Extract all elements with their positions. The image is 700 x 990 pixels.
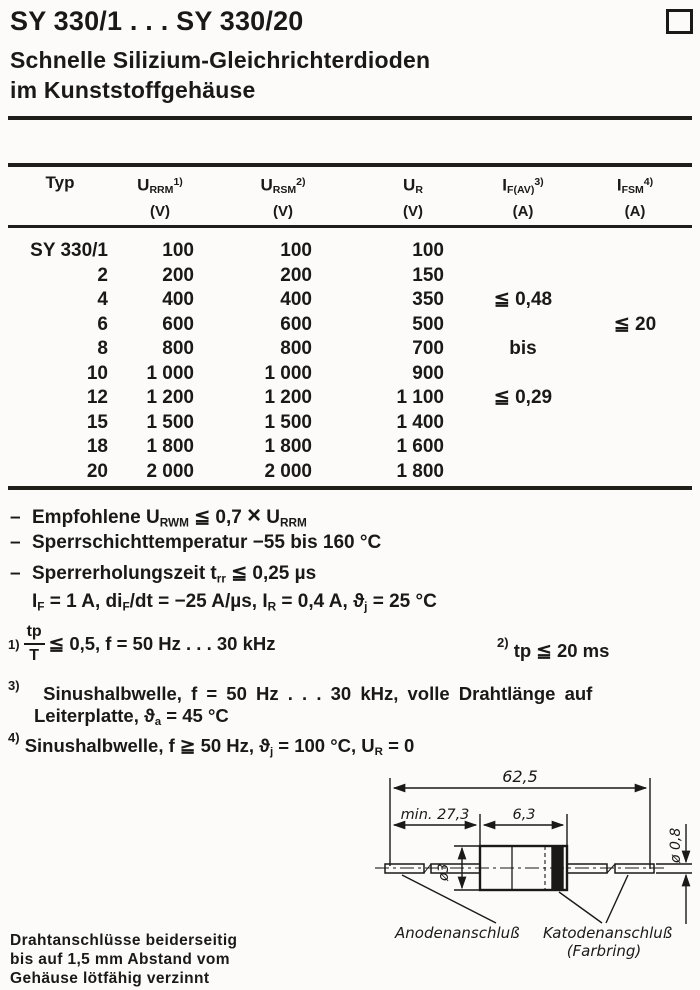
- dimension-body-length: 6,3: [512, 807, 536, 823]
- cell-ursm: 1 800: [264, 436, 312, 457]
- cell-ifav: [468, 264, 578, 289]
- footer-line-2: bis auf 1,5 mm Abstand vom: [10, 951, 230, 968]
- cell-ur: 1 600: [396, 436, 444, 457]
- cell-ifsm: ≦ 20: [613, 313, 657, 335]
- subtitle-line-2: im Kunststoffgehäuse: [10, 77, 256, 103]
- table-row: [8, 264, 692, 289]
- cell-urrm: 200: [162, 264, 194, 286]
- cell-urrm: 1 200: [146, 387, 194, 408]
- cell-ur: 700: [412, 338, 444, 359]
- cell-typ: 10: [86, 362, 108, 384]
- table-row: [8, 337, 692, 362]
- cell-ursm: 100: [280, 240, 312, 261]
- cell-ifsm: [578, 288, 692, 313]
- cell-ursm: 1 500: [264, 411, 312, 433]
- cell-ursm: 400: [280, 289, 312, 310]
- cathode-terminal-label: Katodenanschluß: [543, 924, 673, 942]
- column-header-ifsm: [578, 172, 692, 222]
- footnote-marker: 2): [497, 635, 509, 650]
- table-row: [8, 460, 692, 485]
- cell-typ: 20: [86, 460, 108, 482]
- header-unit: (A): [512, 203, 534, 221]
- cell-ifav: [468, 460, 578, 485]
- footnote-4: $^{4)}$ Sinushalbwelle, f ≧ 50 Hz, $ϑ_j = 100$ °C, $U_R = 0$: [8, 730, 415, 759]
- spec-table-header: [8, 172, 692, 222]
- cell-ifsm: [578, 411, 692, 436]
- cell-typ: 18: [86, 436, 108, 457]
- table-row: [8, 239, 692, 264]
- cell-ursm: 600: [280, 313, 312, 335]
- header-symbol: Typ: [45, 173, 75, 192]
- footer-line-1: Drahtanschlüsse beiderseitig: [10, 932, 238, 949]
- cell-ifsm: [578, 362, 692, 387]
- note-junction-temperature: – Sperrschichttemperatur −55 bis 160 °C: [10, 532, 382, 553]
- footnote-3-line-2: Leiterplatte, $ϑ_a = 45$ °C: [34, 705, 229, 729]
- spec-table-body: [8, 239, 692, 484]
- note-test-conditions: $I_F = 1$ A, $di_F/dt = -25$ A/µs, $I_R = 0,4$ A, $ϑ_j = 25$ °C: [32, 591, 437, 614]
- horizontal-rule: [8, 116, 692, 120]
- footnote-1: 1) $\frac{tp}{T}$ ≦ 0,5, f = 50 Hz . . . 30 kHz: [8, 623, 276, 664]
- cell-urrm: 800: [162, 338, 194, 359]
- cell-ur: 150: [412, 264, 444, 286]
- dimension-body-diameter: ø3: [436, 863, 452, 881]
- cell-typ: 6: [97, 313, 108, 335]
- dash-bullet: –: [10, 532, 21, 553]
- dash-bullet: –: [10, 563, 21, 584]
- cell-ur: 100: [412, 240, 444, 261]
- table-row: [8, 362, 692, 387]
- table-row: [8, 435, 692, 460]
- cell-ifav: [468, 362, 578, 387]
- note-recommended-urwm: – Empfohlene $U_{RWM}$ ≦ $0,7 \times U_{RRM}$: [10, 502, 307, 530]
- cell-ifav: [468, 239, 578, 264]
- cell-typ: 8: [97, 338, 108, 359]
- dash-bullet: –: [10, 507, 21, 528]
- cell-ursm: 2 000: [264, 460, 312, 482]
- header-symbol: $U_{RSM}^{2)}$: [260, 175, 306, 197]
- cell-urrm: 600: [162, 313, 194, 335]
- subtitle-line-1: Schnelle Silizium-Gleichrichterdioden: [10, 47, 431, 73]
- footnote-marker: 4): [8, 730, 20, 745]
- page-title: SY 330/1 . . . SY 330/20: [10, 6, 304, 36]
- header-unit: (V): [150, 203, 170, 221]
- column-header-ifav: [468, 172, 578, 222]
- cell-typ: SY 330/1: [30, 240, 108, 261]
- corner-square-icon: [666, 9, 693, 34]
- cell-ursm: 200: [280, 264, 312, 286]
- cell-ur: 350: [412, 289, 444, 310]
- cell-ur: 900: [412, 362, 444, 384]
- cell-urrm: 1 000: [146, 362, 194, 384]
- table-row: [8, 386, 692, 411]
- cell-ifav: [468, 411, 578, 436]
- cell-ifav: [468, 313, 578, 338]
- cell-ifav: ≦ 0,48: [493, 289, 553, 310]
- color-ring-label: (Farbring): [566, 942, 642, 960]
- footer-line-3: Gehäuse lötfähig verzinnt: [10, 970, 210, 987]
- note-reverse-recovery: – Sperrerholungszeit $t_{rr}$ ≦ 0,25 µs: [10, 563, 317, 586]
- cell-ifsm: [578, 239, 692, 264]
- cathode-color-ring: [552, 847, 563, 889]
- dimension-lead-length: min. 27,3: [400, 807, 470, 823]
- header-unit: (V): [403, 203, 423, 221]
- header-symbol: $I_{FSM}^{4)}$: [616, 175, 654, 197]
- dimension-lead-diameter: ø 0,8: [668, 827, 684, 863]
- table-top-rule: [8, 163, 692, 167]
- table-header-rule: [8, 225, 692, 228]
- cell-urrm: 100: [162, 240, 194, 261]
- cell-ursm: 1 200: [264, 387, 312, 408]
- column-header-typ: [8, 172, 112, 222]
- duty-cycle-fraction: $\frac{tp}{T}$: [24, 624, 45, 664]
- footer-solder-note: [10, 931, 237, 988]
- header-symbol: $I_{F(AV)}^{3)}$: [502, 175, 544, 197]
- cell-ifav: ≦ 0,29: [493, 387, 553, 408]
- dimension-total-length: 62,5: [502, 767, 538, 786]
- cell-urrm: 2 000: [146, 460, 194, 482]
- cell-typ: 15: [86, 411, 108, 433]
- column-header-ur: [358, 172, 468, 222]
- cell-ur: 1 100: [396, 387, 444, 408]
- table-row: [8, 313, 692, 338]
- cell-ur: 500: [412, 313, 444, 335]
- cell-ifav: [468, 435, 578, 460]
- package-dimension-drawing: [340, 766, 700, 976]
- header-symbol: $U_R$: [403, 175, 423, 197]
- cell-urrm: 1 800: [146, 436, 194, 457]
- header-unit: (A): [624, 203, 646, 221]
- table-row: [8, 288, 692, 313]
- footnote-marker: 3): [8, 678, 20, 693]
- cell-ifsm: [578, 337, 692, 362]
- header-symbol: $U_{RRM}^{1)}$: [137, 175, 183, 197]
- cell-urrm: 1 500: [146, 411, 194, 433]
- cell-ifsm: [578, 386, 692, 411]
- multiplication-sign: ×: [247, 502, 261, 529]
- cell-ursm: 1 000: [264, 362, 312, 384]
- cell-typ: 2: [97, 264, 108, 286]
- table-bottom-rule: [8, 486, 692, 490]
- anode-terminal-label: Anodenanschluß: [395, 924, 520, 942]
- cell-ifsm: [578, 435, 692, 460]
- cell-typ: 4: [97, 289, 108, 310]
- footnote-3: 3) Sinushalbwelle, f = 50 Hz . . . 30 kHz, volle Drahtlänge auf Leiterplatte, $ϑ_a = 45$ °C: [8, 678, 700, 728]
- page-subtitle: [10, 45, 430, 105]
- cell-ursm: 800: [280, 338, 312, 359]
- table-row: [8, 411, 692, 436]
- cell-ur: 1 800: [396, 460, 444, 482]
- cell-ifav: bis: [509, 338, 537, 359]
- footnote-2: $^{2)}$ tp ≦ 20 ms: [497, 635, 610, 661]
- column-header-ursm: [208, 172, 358, 222]
- footnote-marker: 1): [8, 636, 20, 652]
- column-header-urrm: [112, 172, 208, 222]
- cell-ifsm: [578, 460, 692, 485]
- cell-ur: 1 400: [396, 411, 444, 433]
- header-unit: (V): [273, 203, 293, 221]
- cell-ifsm: [578, 264, 692, 289]
- cell-urrm: 400: [162, 289, 194, 310]
- cell-typ: 12: [86, 387, 108, 408]
